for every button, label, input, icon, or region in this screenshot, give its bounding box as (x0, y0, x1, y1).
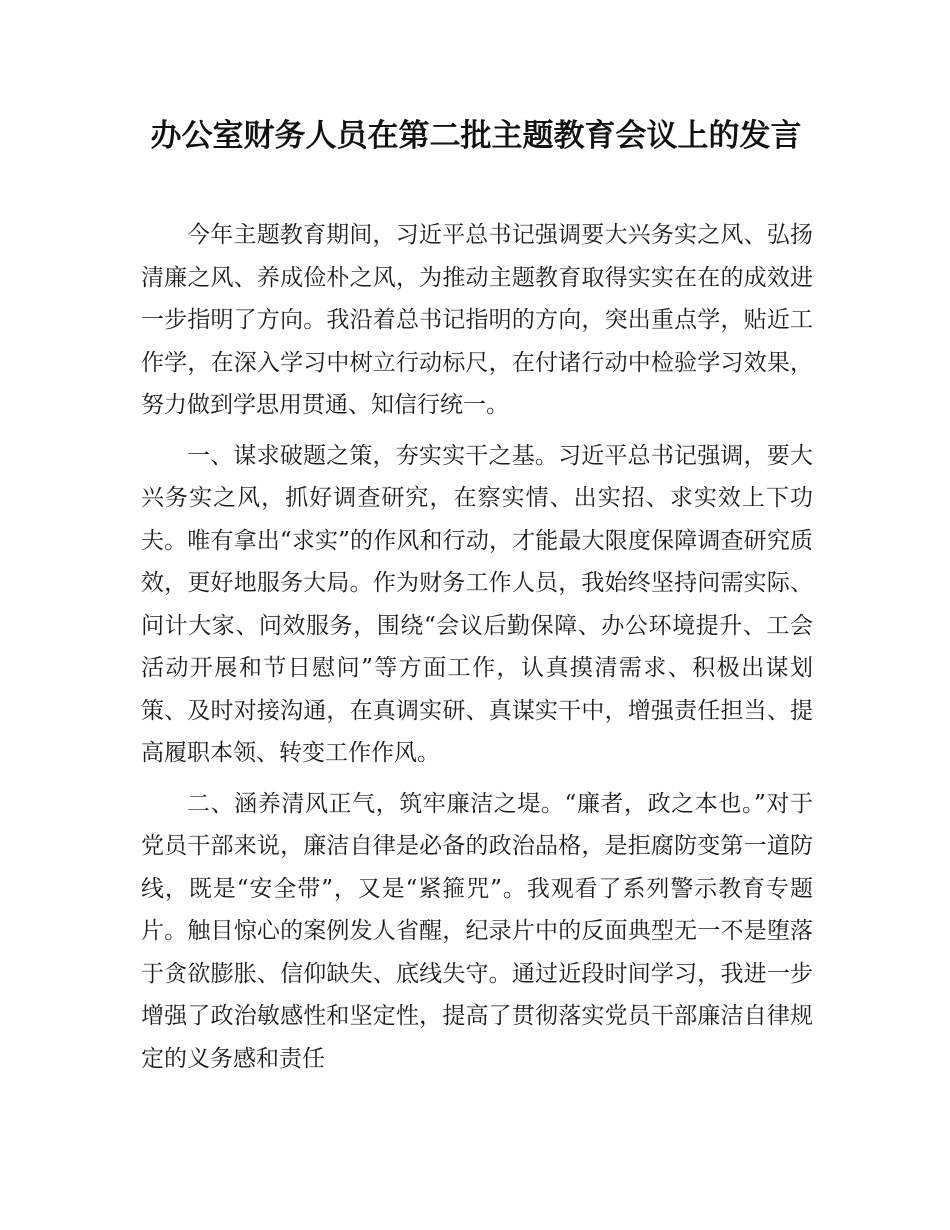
paragraph-section-two: 二、涵养清风正气，筑牢廉洁之堤。“廉者，政之本也。”对于党员干部来说，廉洁自律是必备的政治品格，是拒腐防变第一道防线，既是“安全带”，又是“紧箍咒”。我观看了系列警示教育专题片。触目惊心的案例发人省醒，纪录片中的反面典型无一不是堕落于贪欲膨胀、信仰缺失、底线失守。通过近段时间学习，我进一步增强了政治敏感性和坚定性，提高了贯彻落实党员干部廉洁自律规定的义务感和责任 (141, 790, 813, 1072)
document-body (141, 214, 813, 1088)
document-title: 办公室财务人员在第二批主题教育会议上的发言 (150, 118, 802, 154)
paragraph-intro: 今年主题教育期间，习近平总书记强调要大兴务实之风、弘扬清廉之风、养成俭朴之风，为推动主题教育取得实实在在的成效进一步指明了方向。我沿着总书记指明的方向，突出重点学，贴近工作学，在深入学习中树立行动标尺，在付诸行动中检验学习效果，努力做到学思用贯通、知信行统一。 (141, 222, 813, 418)
paragraph-section-one: 一、谋求破题之策，夯实实干之基。习近平总书记强调，要大兴务实之风，抓好调查研究，在察实情、出实招、求实效上下功夫。唯有拿出“求实”的作风和行动，才能最大限度保障调查研究质效，更好地服务大局。作为财务工作人员，我始终坚持问需实际、问计大家、问效服务，围绕“会议后勤保障、办公环境提升、工会活动开展和节日慰问”等方面工作，认真摸清需求、积极出谋划策、及时对接沟通，在真调实研、真谋实干中，增强责任担当、提高履职本领、转变工作作风。 (141, 442, 813, 766)
